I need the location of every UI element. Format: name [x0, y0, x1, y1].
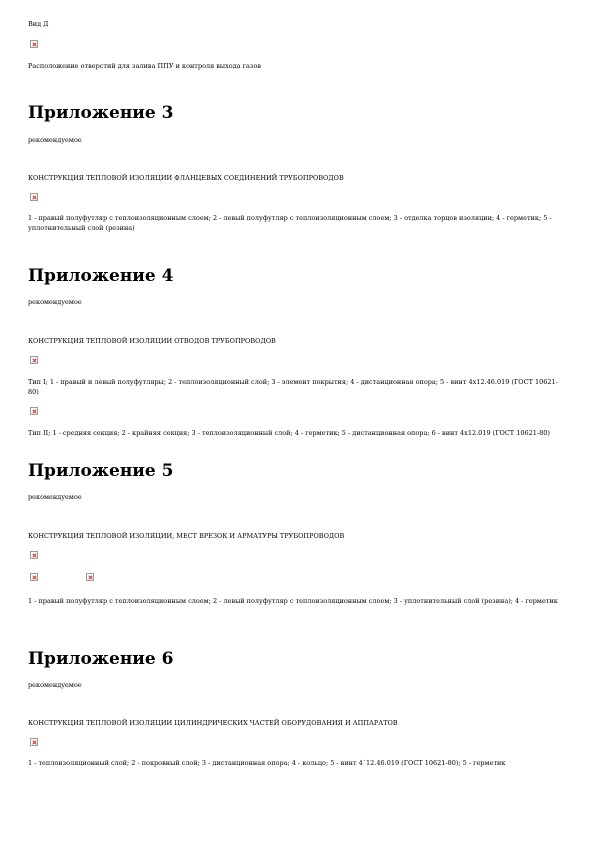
appendix-3-heading: КОНСТРУКЦИЯ ТЕПЛОВОЙ ИЗОЛЯЦИИ ФЛАНЦЕВЫХ СОЕДИНЕНИЙ ТРУБОПРОВОДОВ [28, 174, 344, 182]
appendix-5-legend: 1 - правый полуфутляр с теплоизоляционным слоем; 2 - левый полуфутляр с теплоизоляционным слоем; 3 - уплотнительный слой (резина); 4 - герметик [28, 597, 558, 605]
broken-image-icon [30, 551, 38, 559]
appendix-4-heading: КОНСТРУКЦИЯ ТЕПЛОВОЙ ИЗОЛЯЦИИ ОТВОДОВ ТРУБОПРОВОДОВ [28, 337, 276, 345]
broken-image-icon [30, 193, 38, 201]
appendix-4-legend-type2: Тип II; 1 - средняя секция; 2 - крайняя секция; 3 - теплоизоляционный слой; 4 - герметик; 5 - дистанционная опора; 6 - винт 4х12.019 (ГОСТ 10621-80) [28, 429, 550, 437]
appendix-5-status: рекомендуемое [28, 493, 82, 501]
broken-image-icon [30, 573, 38, 581]
appendix-6-title: Приложение 6 [28, 649, 174, 669]
appendix-3-legend: 1 - правый полуфутляр с теплоизоляционным слоем; 2 - левый полуфутляр с теплоизоляционным слоем; 3 - отделка торцов изоляции; 4 - герметик; 5 - уплотнительный слой (резина) [28, 214, 552, 232]
appendix-6-heading: КОНСТРУКЦИЯ ТЕПЛОВОЙ ИЗОЛЯЦИИ ЦИЛИНДРИЧЕСКИХ ЧАСТЕЙ ОБОРУДОВАНИЯ И АППАРАТОВ [28, 719, 398, 727]
appendix-3-status: рекомендуемое [28, 136, 82, 144]
broken-image-icon [86, 573, 94, 581]
appendix-6-legend: 1 - теплоизоляционный слой; 2 - покровный слой; 3 - дистанционная опора; 4 - кольцо; 5 - винт 4´12.46.019 (ГОСТ 10621-80); 5 - герметик [28, 759, 506, 767]
appendix-4-legend-type1: Тип I; 1 - правый и левый полуфутляры; 2 - теплоизоляционный слой; 3 - элемент покрытия; 4 - дистанционная опора; 5 - винт 4х12.46.019 (ГОСТ 10621-80) [28, 378, 558, 396]
caption-text: Расположение отверстий для залива ППУ и контроля выхода газов [28, 62, 262, 70]
appendix-5-title: Приложение 5 [28, 461, 174, 481]
appendix-5-heading: КОНСТРУКЦИЯ ТЕПЛОВОЙ ИЗОЛЯЦИИ, МЕСТ ВРЕЗОК И АРМАТУРЫ ТРУБОПРОВОДОВ [28, 532, 345, 540]
broken-image-icon [30, 356, 38, 364]
broken-image-icon [30, 40, 38, 48]
view-label: Вид Д [28, 20, 49, 28]
appendix-4-title: Приложение 4 [28, 266, 174, 286]
appendix-6-status: рекомендуемое [28, 681, 82, 689]
broken-image-icon [30, 738, 38, 746]
broken-image-icon [30, 407, 38, 415]
appendix-3-title: Приложение 3 [28, 103, 174, 123]
appendix-4-status: рекомендуемое [28, 298, 82, 306]
